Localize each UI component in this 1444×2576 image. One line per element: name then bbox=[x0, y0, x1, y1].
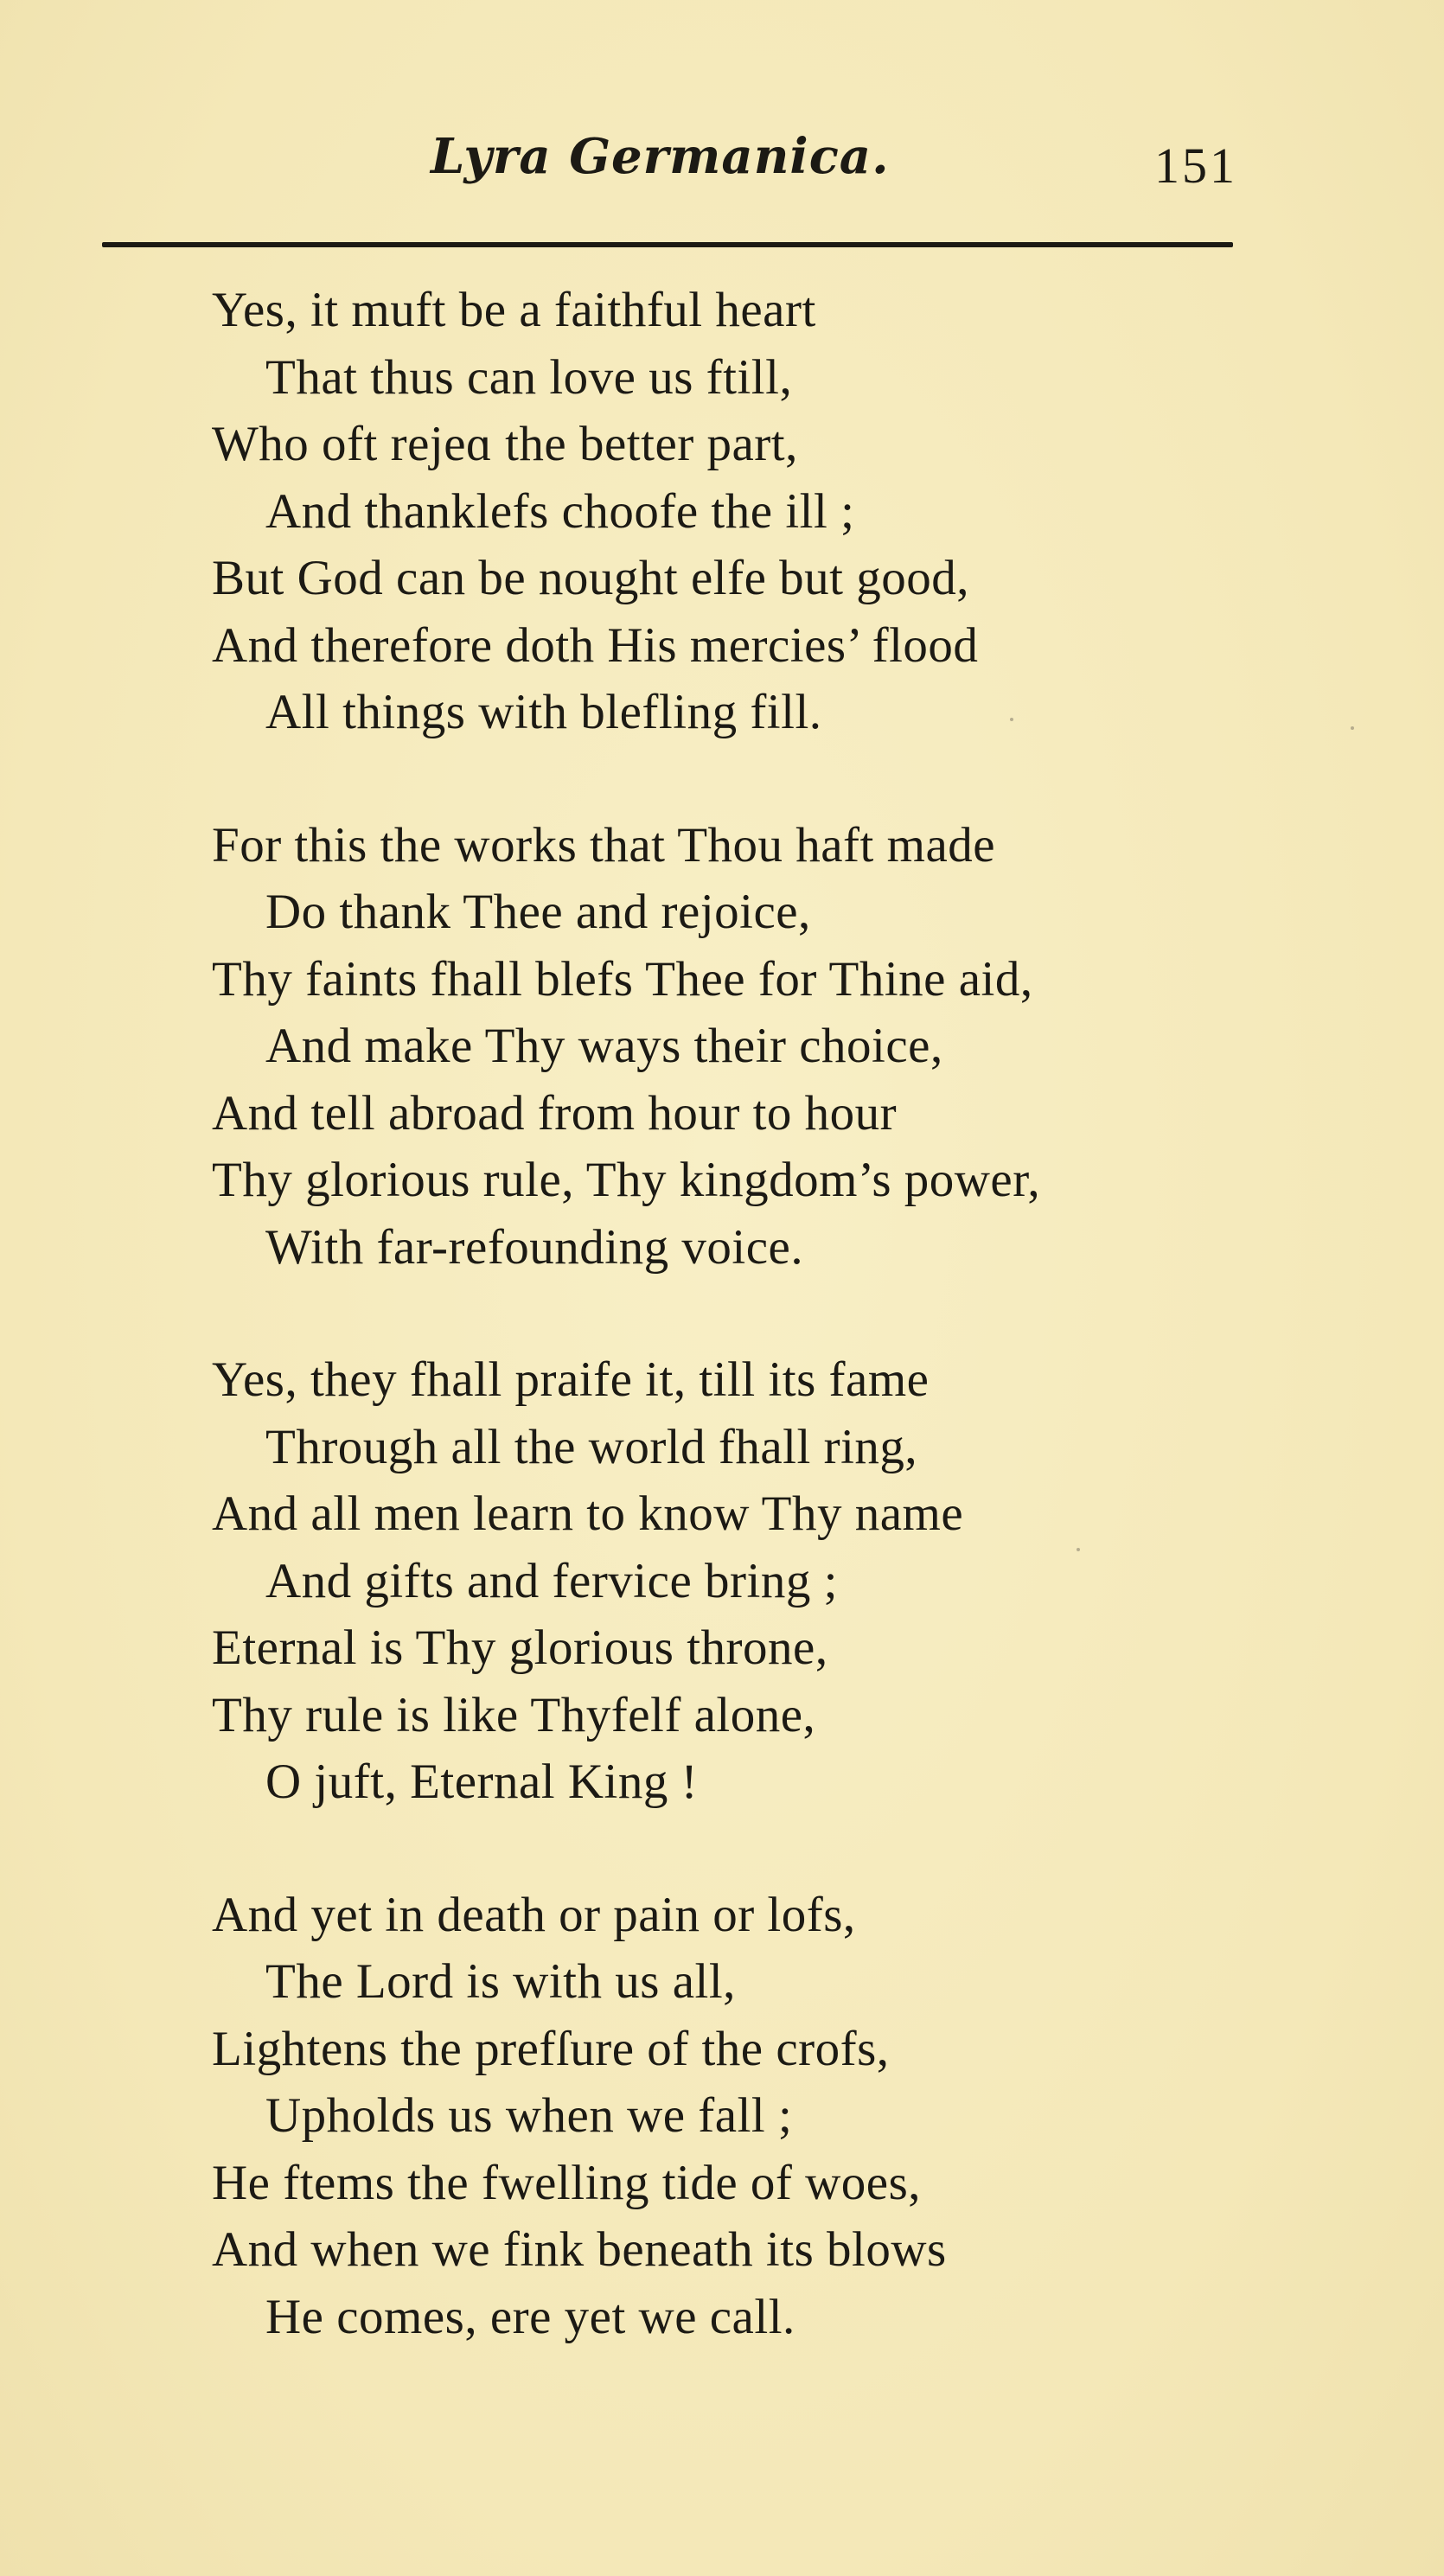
verse-line: Thy glorious rule, Thy kingdom’s power, bbox=[212, 1153, 1041, 1207]
running-title: Lyra Germanica. bbox=[431, 128, 890, 185]
verse-line: The Lord is with us all, bbox=[265, 1954, 736, 2009]
verse-line: And when we fink beneath its blows bbox=[212, 2222, 947, 2277]
verse-line: He comes, ere yet we call. bbox=[265, 2289, 795, 2344]
paper-speck bbox=[1077, 1548, 1080, 1551]
verse-line: Thy faints fhall blefs Thee for Thine aid, bbox=[212, 951, 1033, 1007]
running-head bbox=[0, 128, 1444, 197]
verse-line: And thanklefs choofe the ill ; bbox=[265, 483, 855, 539]
verse-line: Thy rule is like Thyfelf alone, bbox=[212, 1687, 816, 1742]
verse-line: But God can be nought elfe but good, bbox=[212, 551, 970, 605]
stanza-4 bbox=[212, 1882, 1249, 2351]
paper-speck bbox=[1351, 726, 1354, 730]
verse-line: All things with blefling fill. bbox=[265, 685, 822, 739]
verse-line: And therefore doth His mercies’ flood bbox=[212, 617, 979, 673]
verse-line: And yet in death or pain or lofs, bbox=[212, 1887, 856, 1942]
paper-speck bbox=[1010, 718, 1013, 721]
stanza-1 bbox=[212, 277, 1249, 746]
verse-line: For this the works that Thou haft made bbox=[212, 817, 996, 873]
verse-line: Upholds us when we fall ; bbox=[265, 2088, 793, 2143]
verse-line: Do thank Thee and rejoice, bbox=[265, 885, 811, 939]
verse-line: And make Thy ways their choice, bbox=[265, 1019, 943, 1073]
verse-line: That thus can love us ftill, bbox=[265, 349, 793, 405]
verse-line: Lightens the prefſure of the crofs, bbox=[212, 2021, 890, 2076]
verse-line: Yes, it muft be a faithful heart bbox=[212, 283, 816, 337]
verse-line: With far-refounding voice. bbox=[265, 1219, 804, 1275]
page-number: 151 bbox=[1154, 137, 1237, 194]
header-rule bbox=[102, 242, 1233, 247]
verse-line: And tell abroad from hour to hour bbox=[212, 1085, 898, 1141]
verse-line: And all men learn to know Thy name bbox=[212, 1486, 964, 1541]
verse-line: He ftems the fwelling tide of woes, bbox=[212, 2155, 922, 2210]
verse-line: Yes, they fhall praife it, till its fame bbox=[212, 1352, 930, 1407]
verse-line: Who oft rejeɑ the better part, bbox=[212, 417, 798, 471]
stanza-2 bbox=[212, 812, 1249, 1282]
verse-line: O juft, Eternal King ! bbox=[265, 1755, 699, 1809]
verse-line: Through all the world fhall ring, bbox=[265, 1419, 918, 1474]
verse-line: Eternal is Thy glorious throne, bbox=[212, 1620, 828, 1675]
stanza-3 bbox=[212, 1346, 1249, 1816]
poem bbox=[212, 277, 1249, 2416]
verse-line: And gifts and fervice bring ; bbox=[265, 1553, 838, 1608]
